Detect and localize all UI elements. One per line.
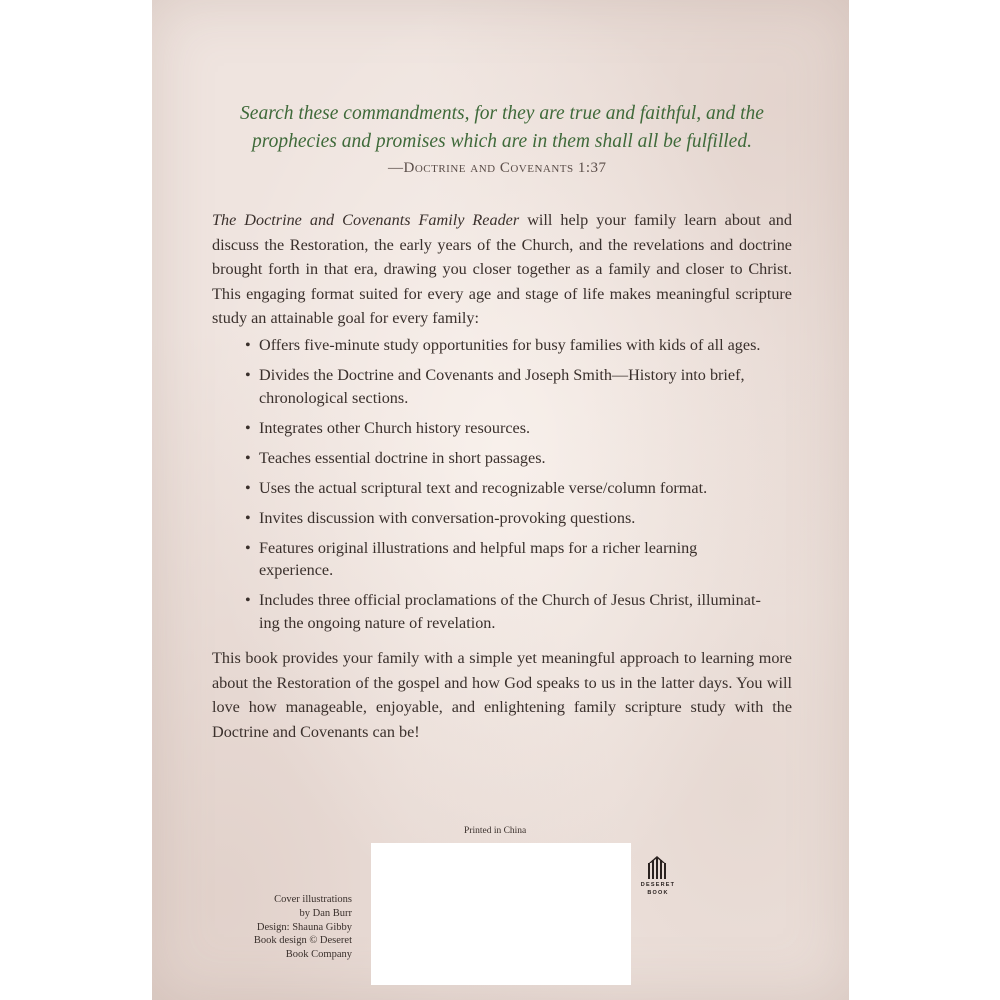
credit-line: by Dan Burr (299, 907, 352, 919)
credit-line: Book design © Deseret (253, 935, 352, 947)
credit-line: Cover illustrations (274, 894, 352, 905)
list-item: • Integrates other Church history resources. (245, 418, 531, 437)
book-title: The Doctrine and Covenants Family Reader (212, 211, 520, 229)
list-item: • Includes three official proclamations of the Church of Jesus Christ, illuminat-ing the ongoing nature of revelation. (245, 591, 761, 632)
list-item: • Teaches essential doctrine in short passages. (245, 448, 546, 467)
intro-text: will help your family learn about and discuss the Restoration, the early years of the Church, and the revelations and doctrine brought forth in that era, drawing you closer together as a family and closer to Christ. This engaging format suited for every age and stage of life makes meaningful scripture study an attainable goal for every family: (212, 211, 792, 327)
list-item: • Uses the actual scriptural text and recognizable verse/column format. (245, 478, 708, 497)
quote-line: prophecies and promises which are in them shall all be fulfilled. (252, 131, 752, 152)
list-item: • Invites discussion with conversation-provoking questions. (245, 508, 636, 527)
logo-word: BOOK (647, 890, 669, 896)
intro-paragraph (212, 208, 792, 331)
epigraph-quote (212, 100, 792, 156)
logo-word: DESERET (640, 882, 676, 888)
printed-in-label: Printed in China (464, 826, 527, 836)
publisher-logo (638, 855, 678, 897)
deseret-book-icon (646, 855, 670, 881)
back-cover (152, 0, 849, 1000)
credits (242, 893, 352, 962)
quote-citation: —Doctrine and Covenants 1:37 (388, 160, 607, 176)
list-item: • Divides the Doctrine and Covenants and Joseph Smith—History into brief, chronological sections. (245, 366, 745, 407)
credit-line: Design: Shauna Gibby (256, 921, 352, 933)
barcode-area (371, 843, 631, 985)
closing-paragraph: This book provides your family with a simple yet meaningful approach to learning more about the Restoration of the gospel and how God speaks to us in the latter days. You will love how manageable, enjoyable, and enlightening family scripture study with the Doctrine and Covenants can be! (212, 649, 792, 741)
quote-line: Search these commandments, for they are true and faithful, and the (240, 103, 764, 124)
credit-line: Book Company (285, 949, 352, 961)
list-item: • Features original illustrations and helpful maps for a richer learning experience. (245, 538, 698, 579)
feature-list (245, 334, 765, 642)
list-item: • Offers five-minute study opportunities for busy families with kids of all ages. (245, 336, 761, 354)
